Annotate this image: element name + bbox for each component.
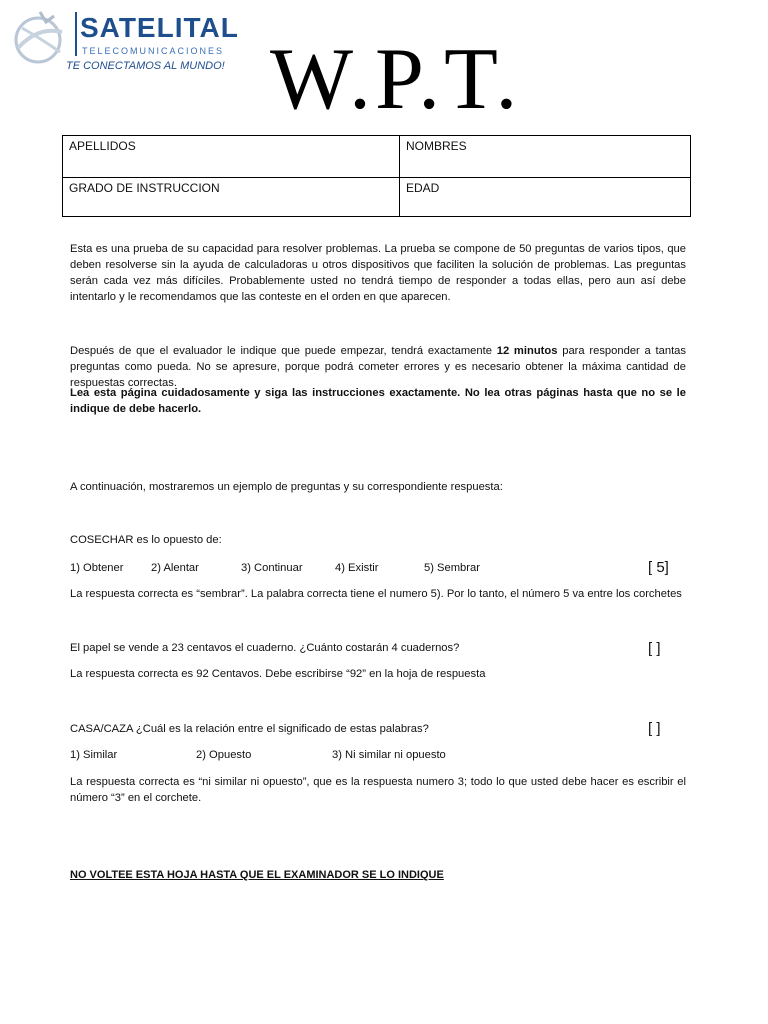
globe-icon [10, 8, 72, 68]
q3-option-3: 3) Ni similar ni opuesto [332, 749, 446, 761]
q1-option-2: 2) Alentar [151, 562, 199, 574]
q1-answer-bracket[interactable]: [ 5] [648, 559, 669, 576]
q1-question: COSECHAR es lo opuesto de: [70, 534, 222, 546]
nombres-field[interactable] [400, 136, 691, 178]
q3-option-1: 1) Similar [70, 749, 118, 761]
grado-field[interactable] [63, 178, 400, 217]
logo-subtitle: TELECOMUNICACIONES [82, 46, 225, 56]
q3-option-2: 2) Opuesto [196, 749, 252, 761]
timing-after: para responder a tantas preguntas como pueda. No se apresure, porque podrá cometer errores y es necesario obtener la máxima cantidad de respuestas correctas. [70, 345, 687, 389]
q3-answer-bracket[interactable]: [ ] [648, 720, 661, 737]
edad-label: EDAD [406, 181, 440, 195]
intro-paragraph: Esta es una prueba de su capacidad para resolver problemas. La prueba se compone de 50 preguntas de varios tipos, que deben resolverse sin la ayuda de calculadoras u otros dispositivos que faciliten la solución de problemas. Las preguntas serán cada vez más difíciles. Probablemente usted no tendrá tiempo de responder a todas ellas, pero aun así debe intentarlo y le recomendamos que las conteste en el orden en que aparecen. [70, 243, 686, 303]
apellidos-field[interactable] [63, 136, 400, 178]
q3-answer: La respuesta correcta es “ni similar ni opuesto”, que es la respuesta numero 3; todo lo que usted debe hacer es escribir el número “3” en el corchete. [70, 776, 686, 804]
grado-label: GRADO DE INSTRUCCION [69, 181, 220, 195]
q1-option-4: 4) Existir [335, 562, 379, 574]
example-intro: A continuación, mostraremos un ejemplo de preguntas y su correspondiente respuesta: [70, 481, 503, 493]
apellidos-label: APELLIDOS [69, 139, 136, 153]
nombres-label: NOMBRES [406, 139, 467, 153]
q2-question: El papel se vende a 23 centavos el cuaderno. ¿Cuánto costarán 4 cuadernos? [70, 642, 460, 654]
q3-question: CASA/CAZA ¿Cuál es la relación entre el significado de estas palabras? [70, 723, 429, 735]
logo-tagline: TE CONECTAMOS AL MUNDO! [66, 60, 225, 72]
applicant-form [62, 135, 691, 217]
q1-option-3: 3) Continuar [241, 562, 303, 574]
q1-answer: La respuesta correcta es “sembrar”. La palabra correcta tiene el numero 5). Por lo tanto, el número 5 va entre los corchetes [70, 588, 682, 600]
timing-before: Después de que el evaluador le indique que puede empezar, tendrá exactamente [70, 345, 497, 357]
warning-notice: NO VOLTEE ESTA HOJA HASTA QUE EL EXAMINADOR SE LO INDIQUE [70, 869, 444, 881]
timing-paragraph [70, 343, 686, 391]
q2-answer-bracket[interactable]: [ ] [648, 640, 661, 657]
logo-name: SATELITAL [80, 12, 239, 43]
q2-answer: La respuesta correcta es 92 Centavos. Debe escribirse “92” en la hoja de respuesta [70, 668, 486, 680]
edad-field[interactable] [400, 178, 691, 217]
page-title: W.P.T. [270, 31, 522, 128]
company-logo [10, 8, 239, 72]
q1-option-1: 1) Obtener [70, 562, 124, 574]
instruction-paragraph: Lea esta página cuidadosamente y siga las instrucciones exactamente. No lea otras páginas hasta que no se le indique de debe hacerlo. [70, 387, 686, 415]
timing-bold: 12 minutos [496, 345, 558, 357]
q1-option-5: 5) Sembrar [424, 562, 480, 574]
logo-divider [75, 12, 77, 56]
